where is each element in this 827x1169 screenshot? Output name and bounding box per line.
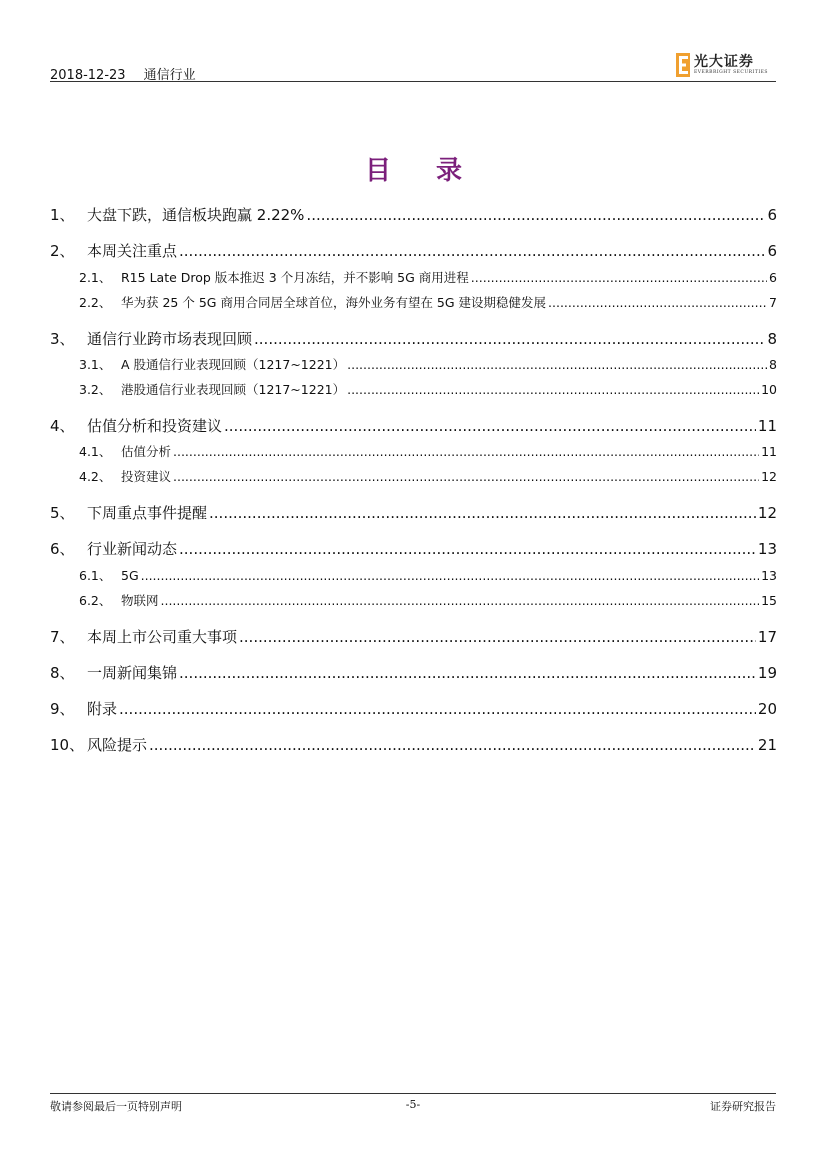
toc-entry[interactable]	[50, 467, 777, 485]
toc-entry-page: 6	[767, 242, 777, 260]
toc-entry-title: 投资建议	[121, 469, 172, 484]
page-title: 目 录	[364, 156, 481, 186]
toc-entry-page: 12	[761, 469, 777, 484]
toc-entry-title: 大盘下跌，通信板块跑赢 2.22%	[87, 206, 305, 224]
toc-entry[interactable]	[50, 734, 777, 755]
toc-entry-page: 10	[761, 382, 777, 397]
toc-entry[interactable]	[50, 502, 777, 523]
toc-entry[interactable]	[50, 204, 777, 225]
toc-leader-dots	[209, 504, 756, 522]
toc-entry[interactable]	[50, 380, 777, 398]
toc-entry-title: 下周重点事件提醒	[87, 504, 208, 522]
toc-entry-page: 6	[767, 206, 777, 224]
toc-entry[interactable]	[50, 328, 777, 349]
footer-report-type: 证券研究报告	[710, 1100, 776, 1113]
toc-leader-dots	[347, 357, 767, 372]
toc-entry-number: 4、	[50, 417, 75, 435]
toc-entry-title: 本周关注重点	[87, 242, 178, 260]
toc-leader-dots	[161, 593, 760, 608]
toc-entry-number: 4.2、	[79, 469, 112, 484]
toc-entry-page: 20	[757, 700, 777, 718]
toc-entry-title: 附录	[87, 700, 118, 718]
toc-entry-title: 港股通信行业表现回顾（1217~1221）	[121, 382, 346, 397]
toc-entry-page: 11	[757, 417, 777, 435]
toc-entry-title: 华为获 25 个 5G 商用合同居全球首位，海外业务有望在 5G 建设期稳健发展	[121, 295, 547, 310]
toc-entry-page: 17	[757, 628, 777, 646]
toc-entry[interactable]	[50, 591, 777, 609]
toc-entry-number: 6.1、	[79, 568, 112, 583]
toc-leader-dots	[173, 469, 759, 484]
toc-leader-dots	[471, 270, 767, 285]
toc-entry-page: 8	[769, 357, 777, 372]
toc-entry-number: 2.2、	[79, 295, 112, 310]
toc-entry-number: 2.1、	[79, 270, 112, 285]
industry-label: 通信行业	[143, 68, 196, 83]
toc-entry[interactable]	[50, 268, 777, 286]
toc-entry-page: 11	[761, 444, 777, 459]
toc-entry-page: 21	[757, 736, 777, 754]
toc-entry[interactable]	[50, 293, 777, 311]
toc-entry-number: 3.1、	[79, 357, 112, 372]
toc-entry-page: 13	[757, 540, 777, 558]
footer-divider	[50, 1093, 776, 1094]
logo-english-text: EVERBRIGHT SECURITIES	[693, 69, 768, 75]
toc-entry-title: 估值分析和投资建议	[87, 417, 223, 435]
toc-entry[interactable]	[50, 538, 777, 559]
toc-entry[interactable]	[50, 698, 777, 719]
toc-leader-dots	[173, 444, 759, 459]
toc-entry-page: 8	[767, 330, 777, 348]
toc-entry-title: 一周新闻集锦	[87, 664, 178, 682]
toc-leader-dots	[141, 568, 759, 583]
toc-entry-title: 5G	[121, 568, 139, 583]
page-header	[50, 52, 776, 83]
logo-chinese-text: 光大证券	[693, 53, 754, 70]
toc-entry-number: 6.2、	[79, 593, 112, 608]
toc-leader-dots	[179, 540, 756, 558]
toc-entry[interactable]	[50, 415, 777, 436]
toc-entry-page: 6	[769, 270, 777, 285]
toc-leader-dots	[224, 417, 756, 435]
toc-leader-dots	[149, 736, 756, 754]
toc-entry-number: 5、	[50, 504, 75, 522]
page-number: -5-	[405, 1098, 421, 1111]
toc-entry[interactable]	[50, 240, 777, 261]
toc-entry-title: 本周上市公司重大事项	[87, 628, 238, 646]
logo-icon	[676, 53, 690, 77]
toc-entry-title: 行业新闻动态	[87, 540, 178, 558]
toc-entry[interactable]	[50, 566, 777, 584]
toc-entry[interactable]	[50, 355, 777, 373]
toc-entry-title: 风险提示	[87, 736, 148, 754]
toc-entry-number: 10、	[50, 736, 85, 754]
toc-entry-number: 3.2、	[79, 382, 112, 397]
toc-leader-dots	[119, 700, 756, 718]
toc-leader-dots	[548, 295, 767, 310]
toc-leader-dots	[179, 664, 756, 682]
toc-leader-dots	[254, 330, 765, 348]
report-date: 2018-12-23	[50, 68, 126, 83]
toc-entry-title: R15 Late Drop 版本推迟 3 个月冻结，并不影响 5G 商用进程	[121, 270, 469, 285]
toc-entry-page: 13	[761, 568, 777, 583]
toc-entry[interactable]	[50, 626, 777, 647]
toc-entry-number: 6、	[50, 540, 75, 558]
toc-entry-number: 8、	[50, 664, 75, 682]
toc-entry-page: 19	[757, 664, 777, 682]
toc-leader-dots	[306, 206, 765, 224]
toc-leader-dots	[179, 242, 765, 260]
toc-entry-title: A 股通信行业表现回顾（1217~1221）	[121, 357, 346, 372]
toc-entry-number: 3、	[50, 330, 75, 348]
toc-entry-page: 7	[769, 295, 777, 310]
company-logo	[676, 52, 768, 78]
footer-disclaimer: 敬请参阅最后一页特别声明	[50, 1100, 182, 1113]
toc-entry-page: 15	[761, 593, 777, 608]
toc-leader-dots	[239, 628, 756, 646]
toc-entry-number: 2、	[50, 242, 75, 260]
toc-entry-number: 7、	[50, 628, 75, 646]
toc-entry-title: 通信行业跨市场表现回顾	[87, 330, 253, 348]
toc-entry[interactable]	[50, 442, 777, 460]
header-divider	[50, 81, 776, 82]
toc-entry-number: 4.1、	[79, 444, 112, 459]
toc-entry[interactable]	[50, 662, 777, 683]
toc-leader-dots	[347, 382, 759, 397]
toc-entry-number: 9、	[50, 700, 75, 718]
toc-entry-title: 物联网	[121, 593, 159, 608]
toc-entry-number: 1、	[50, 206, 75, 224]
toc-entry-page: 12	[757, 504, 777, 522]
toc-entry-title: 估值分析	[121, 444, 172, 459]
